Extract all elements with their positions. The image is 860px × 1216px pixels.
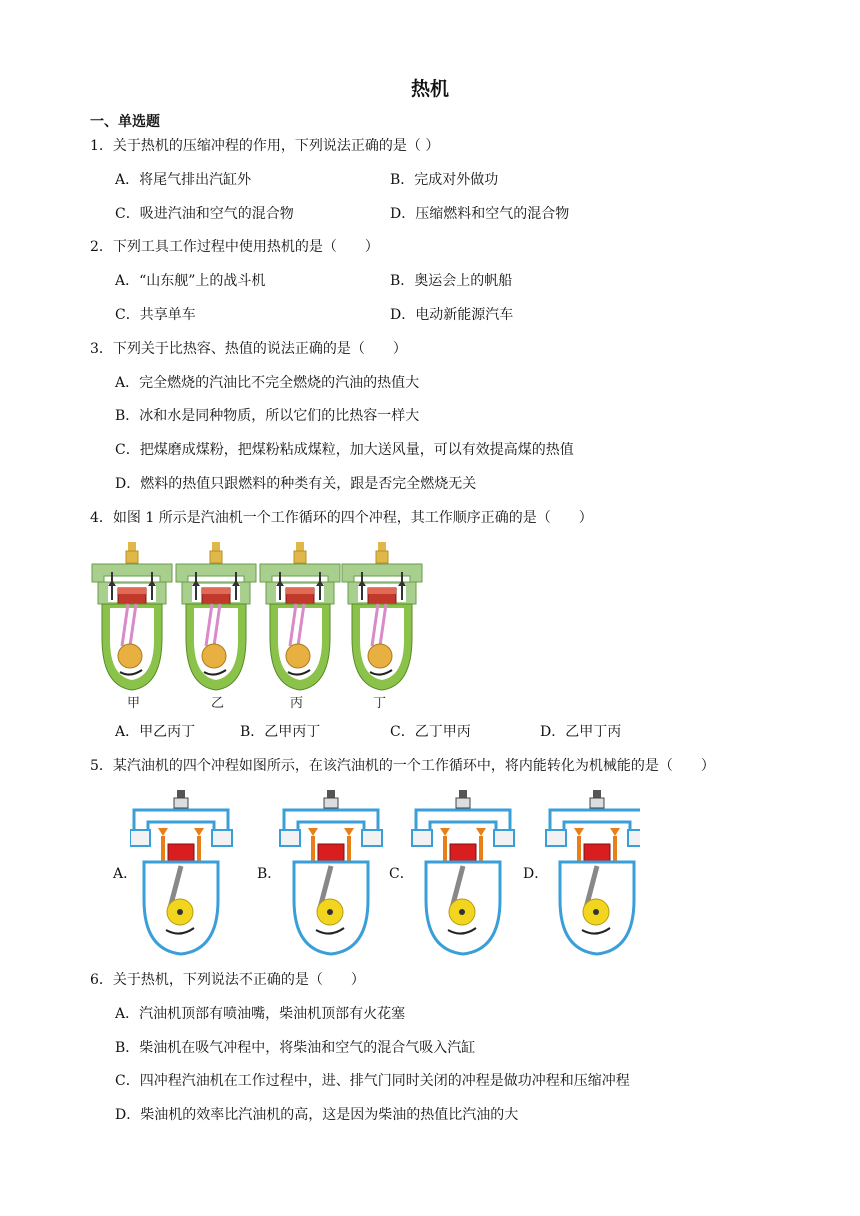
q2-option-c[interactable]: C．共享单车	[115, 307, 196, 323]
q1-option-d[interactable]: D．压缩燃料和空气的混合物	[390, 206, 570, 222]
q6-option-d[interactable]: D．柴油机的效率比汽油机的高，这是因为柴油的热值比汽油的大	[115, 1107, 519, 1123]
q3-option-a[interactable]: A．完全燃烧的汽油比不完全燃烧的汽油的热值大	[115, 375, 420, 391]
q1-option-c[interactable]: C．吸进汽油和空气的混合物	[115, 206, 294, 222]
q5-stem: 5．某汽油机的四个冲程如图所示，在该汽油机的一个工作循环中，将内能转化为机械能的是（ ）	[90, 758, 715, 774]
q4-option-d[interactable]: D．乙甲丁丙	[540, 724, 622, 740]
q4-caption-yi: 乙	[211, 696, 225, 711]
q3-stem: 3．下列关于比热容、热值的说法正确的是（ ）	[90, 341, 407, 357]
q3-option-b[interactable]: B．冰和水是同种物质，所以它们的比热容一样大	[115, 408, 420, 424]
q1-option-a[interactable]: A．将尾气排出汽缸外	[115, 172, 252, 188]
section-heading: 一、单选题	[90, 114, 160, 130]
q6-option-b[interactable]: B．柴油机在吸气冲程中，将柴油和空气的混合气吸入汽缸	[115, 1040, 476, 1056]
q6-option-a[interactable]: A．汽油机顶部有喷油嘴，柴油机顶部有火花塞	[115, 1006, 406, 1022]
page-title: 热机	[410, 78, 449, 100]
q4-option-c[interactable]: C．乙丁甲丙	[390, 724, 471, 740]
q2-option-a[interactable]: A．“山东舰”上的战斗机	[115, 273, 266, 289]
q4-engine-figure	[90, 538, 430, 713]
q3-option-c[interactable]: C．把煤磨成煤粉，把煤粉粘成煤粒，加大送风量，可以有效提高煤的热值	[115, 442, 574, 458]
q5-label-b[interactable]: B．	[257, 866, 282, 882]
q5-label-a[interactable]: A．	[113, 866, 138, 882]
q5-label-d[interactable]: D．	[523, 866, 549, 882]
q4-caption-ding: 丁	[373, 696, 387, 711]
q5-engine-figure	[130, 788, 640, 958]
q4-caption-bing: 丙	[290, 696, 304, 711]
q4-stem: 4．如图 1 所示是汽油机一个工作循环的四个冲程，其工作顺序正确的是（ ）	[90, 510, 593, 526]
q2-option-b[interactable]: B．奥运会上的帆船	[390, 273, 513, 289]
q5-label-c[interactable]: C．	[389, 866, 414, 882]
q1-option-b[interactable]: B．完成对外做功	[390, 172, 499, 188]
q6-stem: 6．关于热机，下列说法不正确的是（ ）	[90, 972, 365, 988]
q3-option-d[interactable]: D．燃料的热值只跟燃料的种类有关，跟是否完全燃烧无关	[115, 476, 477, 492]
q1-stem: 1．关于热机的压缩冲程的作用，下列说法正确的是（ ）	[90, 138, 440, 154]
q6-option-c[interactable]: C．四冲程汽油机在工作过程中，进、排气门同时关闭的冲程是做功冲程和压缩冲程	[115, 1073, 630, 1089]
q4-option-a[interactable]: A．甲乙丙丁	[115, 724, 196, 740]
q2-stem: 2．下列工具工作过程中使用热机的是（ ）	[90, 239, 379, 255]
q4-option-b[interactable]: B．乙甲丙丁	[240, 724, 321, 740]
q2-option-d[interactable]: D．电动新能源汽车	[390, 307, 514, 323]
q4-caption-jia: 甲	[127, 696, 141, 711]
